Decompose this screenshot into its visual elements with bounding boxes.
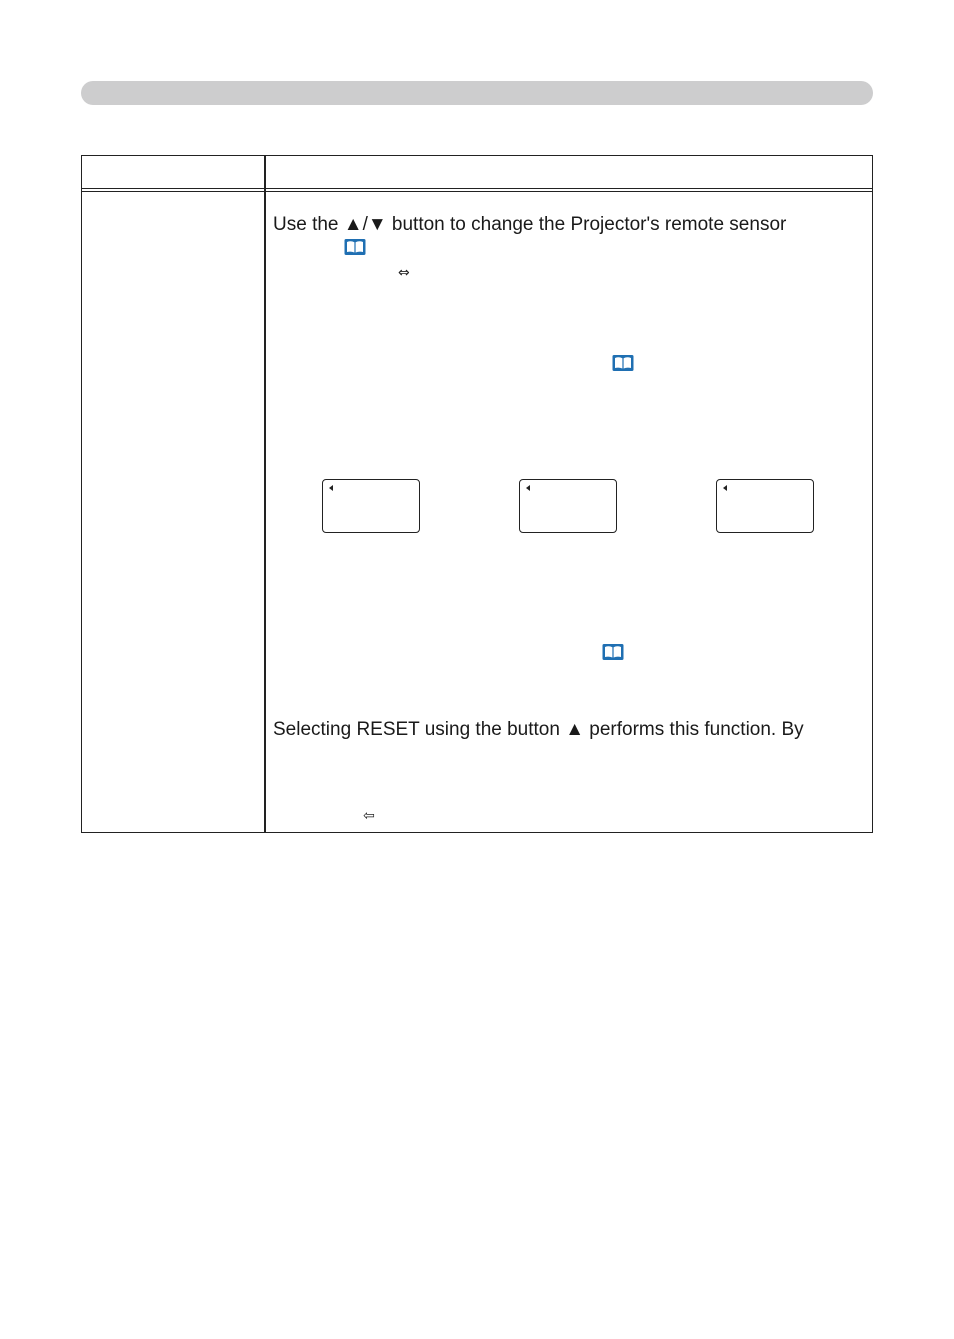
section-header-bar	[81, 81, 873, 105]
remote-sensor-instruction: Use the ▲/▼ button to change the Projector's remote sensor	[273, 214, 787, 235]
column-divider	[264, 156, 266, 832]
triangle-left-icon	[526, 485, 530, 491]
book-icon[interactable]	[344, 238, 366, 256]
triangle-left-icon	[329, 485, 333, 491]
book-icon[interactable]	[612, 354, 634, 372]
menu-preview-box	[519, 479, 617, 533]
header-rule-top	[82, 188, 872, 189]
header-rule-bottom	[82, 191, 872, 192]
menu-preview-box	[322, 479, 420, 533]
both-way-arrow-icon: ⇔	[398, 265, 410, 281]
triangle-left-icon	[723, 485, 727, 491]
book-icon[interactable]	[602, 643, 624, 661]
left-arrow-icon: ⇦	[363, 808, 375, 824]
reset-instruction: Selecting RESET using the button ▲ performs this function. By	[273, 719, 804, 740]
menu-preview-box	[716, 479, 814, 533]
